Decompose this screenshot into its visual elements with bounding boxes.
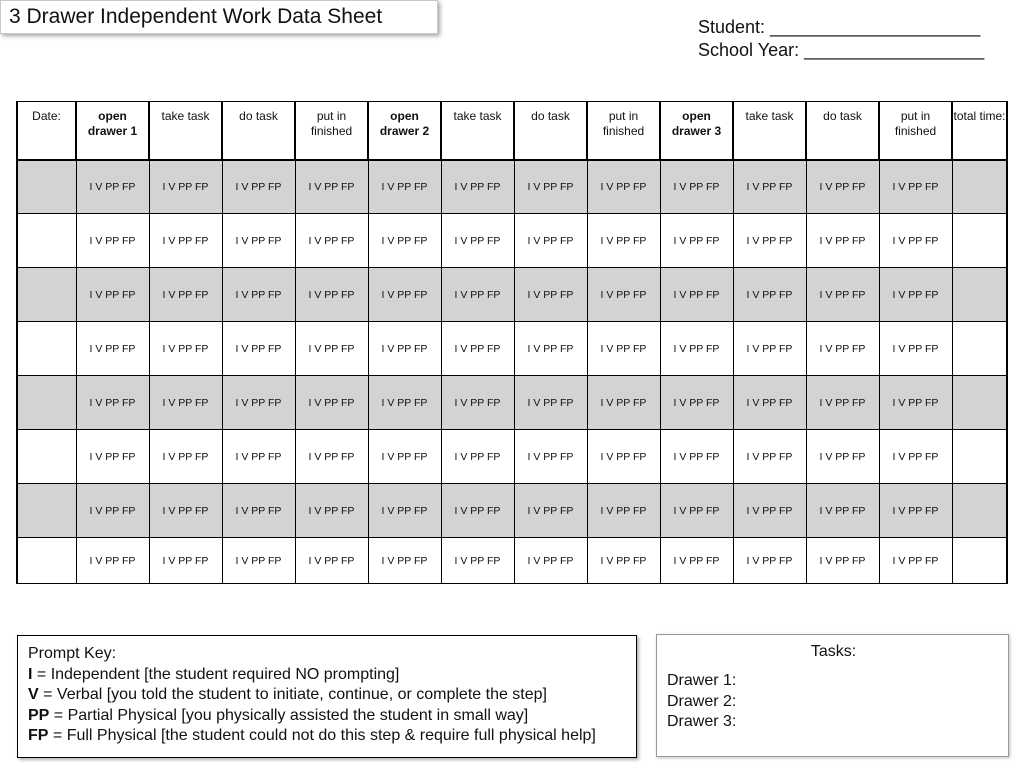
prompt-level-cell[interactable]: I V PP FP (806, 484, 879, 538)
prompt-level-cell[interactable]: I V PP FP (660, 160, 733, 214)
date-cell[interactable] (17, 268, 76, 322)
table-row (17, 430, 1007, 484)
total-time-cell[interactable] (952, 214, 1007, 268)
prompt-description: = Full Physical [the student could not do this step & require full physical help] (48, 727, 596, 744)
prompt-level-cell[interactable]: I V PP FP (879, 160, 952, 214)
column-header: do task (222, 102, 295, 160)
prompt-level-cell[interactable]: I V PP FP (295, 376, 368, 430)
column-header: total time: (952, 102, 1007, 160)
prompt-level-cell[interactable]: I V PP FP (222, 268, 295, 322)
task-drawer-label: Drawer 1: (667, 672, 737, 689)
prompt-level-cell[interactable]: I V PP FP (587, 430, 660, 484)
total-time-cell[interactable] (952, 430, 1007, 484)
prompt-level-cell[interactable]: I V PP FP (368, 538, 441, 584)
prompt-key-item (28, 665, 636, 686)
prompt-level-cell[interactable]: I V PP FP (222, 484, 295, 538)
date-cell[interactable] (17, 484, 76, 538)
prompt-level-cell[interactable]: I V PP FP (76, 160, 149, 214)
prompt-level-cell[interactable]: I V PP FP (76, 376, 149, 430)
page-title: 3 Drawer Independent Work Data Sheet (9, 5, 383, 28)
prompt-level-cell[interactable]: I V PP FP (149, 322, 222, 376)
prompt-level-cell[interactable]: I V PP FP (295, 160, 368, 214)
prompt-level-cell[interactable]: I V PP FP (441, 268, 514, 322)
prompt-level-cell[interactable]: I V PP FP (806, 376, 879, 430)
date-cell[interactable] (17, 160, 76, 214)
tasks-title: Tasks: (810, 643, 857, 660)
prompt-level-cell[interactable]: I V PP FP (222, 430, 295, 484)
prompt-description: = Independent [the student required NO prompting] (32, 665, 400, 683)
prompt-level-cell[interactable]: I V PP FP (733, 160, 806, 214)
prompt-key-item (28, 685, 636, 706)
prompt-level-cell[interactable]: I V PP FP (806, 268, 879, 322)
prompt-level-cell[interactable]: I V PP FP (587, 538, 660, 584)
total-time-cell[interactable] (952, 322, 1007, 376)
prompt-level-cell[interactable]: I V PP FP (733, 214, 806, 268)
prompt-level-cell[interactable]: I V PP FP (733, 484, 806, 538)
prompt-level-cell[interactable]: I V PP FP (514, 268, 587, 322)
date-cell[interactable] (17, 214, 76, 268)
prompt-level-cell[interactable]: I V PP FP (368, 376, 441, 430)
prompt-level-cell[interactable]: I V PP FP (149, 430, 222, 484)
column-header: put in finished (295, 102, 368, 160)
prompt-level-cell[interactable]: I V PP FP (222, 322, 295, 376)
prompt-description: = Verbal [you told the student to initiate, continue, or complete the step] (38, 686, 547, 703)
prompt-level-cell[interactable]: I V PP FP (806, 160, 879, 214)
prompt-level-cell[interactable]: I V PP FP (441, 376, 514, 430)
prompt-level-cell[interactable]: I V PP FP (879, 214, 952, 268)
column-header: open drawer 3 (660, 102, 733, 160)
prompt-level-cell[interactable]: I V PP FP (149, 214, 222, 268)
prompt-level-cell[interactable]: I V PP FP (587, 160, 660, 214)
prompt-level-cell[interactable]: I V PP FP (149, 538, 222, 584)
date-cell[interactable] (17, 430, 76, 484)
date-cell[interactable] (17, 538, 76, 584)
prompt-level-cell[interactable]: I V PP FP (587, 322, 660, 376)
table-row (17, 160, 1007, 214)
prompt-level-cell[interactable]: I V PP FP (660, 268, 733, 322)
table-row (17, 322, 1007, 376)
prompt-level-cell[interactable]: I V PP FP (660, 376, 733, 430)
column-header: do task (514, 102, 587, 160)
prompt-level-cell[interactable]: I V PP FP (514, 484, 587, 538)
column-header: put in finished (879, 102, 952, 160)
prompt-description: = Partial Physical [you physically assisted the student in small way] (49, 706, 529, 724)
prompt-level-cell[interactable]: I V PP FP (295, 322, 368, 376)
prompt-code: V (28, 686, 39, 703)
prompt-level-cell[interactable]: I V PP FP (222, 214, 295, 268)
prompt-key-title: Prompt Key: (28, 645, 117, 662)
prompt-code: PP (28, 706, 50, 724)
prompt-code: I (28, 665, 33, 683)
prompt-level-cell[interactable]: I V PP FP (660, 538, 733, 584)
prompt-level-cell[interactable]: I V PP FP (295, 484, 368, 538)
prompt-level-cell[interactable]: I V PP FP (660, 214, 733, 268)
prompt-level-cell[interactable]: I V PP FP (660, 430, 733, 484)
total-time-cell[interactable] (952, 160, 1007, 214)
student-info (698, 16, 984, 62)
data-table (16, 101, 1008, 584)
table-row (17, 484, 1007, 538)
prompt-key-item (28, 706, 636, 727)
prompt-level-cell[interactable]: I V PP FP (222, 160, 295, 214)
prompt-level-cell[interactable]: I V PP FP (806, 538, 879, 584)
prompt-level-cell[interactable]: I V PP FP (514, 160, 587, 214)
column-header: put in finished (587, 102, 660, 160)
title-box (0, 0, 438, 34)
prompt-level-cell[interactable]: I V PP FP (514, 538, 587, 584)
prompt-level-cell[interactable]: I V PP FP (806, 214, 879, 268)
prompt-level-cell[interactable]: I V PP FP (514, 430, 587, 484)
prompt-level-cell[interactable]: I V PP FP (368, 268, 441, 322)
prompt-level-cell[interactable]: I V PP FP (733, 538, 806, 584)
task-drawer-label: Drawer 3: (667, 713, 737, 730)
prompt-level-cell[interactable]: I V PP FP (879, 484, 952, 538)
prompt-level-cell[interactable]: I V PP FP (368, 160, 441, 214)
prompt-level-cell[interactable]: I V PP FP (76, 538, 149, 584)
prompt-level-cell[interactable]: I V PP FP (441, 214, 514, 268)
column-header: take task (149, 102, 222, 160)
table-row (17, 538, 1007, 584)
column-header: open drawer 2 (368, 102, 441, 160)
prompt-level-cell[interactable]: I V PP FP (441, 160, 514, 214)
prompt-level-cell[interactable]: I V PP FP (295, 268, 368, 322)
prompt-level-cell[interactable]: I V PP FP (441, 430, 514, 484)
prompt-level-cell[interactable]: I V PP FP (441, 322, 514, 376)
prompt-level-cell[interactable]: I V PP FP (733, 430, 806, 484)
prompt-level-cell[interactable]: I V PP FP (806, 322, 879, 376)
date-cell[interactable] (17, 322, 76, 376)
prompt-level-cell[interactable]: I V PP FP (514, 322, 587, 376)
prompt-level-cell[interactable]: I V PP FP (149, 160, 222, 214)
prompt-level-cell[interactable]: I V PP FP (733, 268, 806, 322)
prompt-key-item (28, 726, 636, 747)
prompt-level-cell[interactable]: I V PP FP (514, 214, 587, 268)
prompt-level-cell[interactable]: I V PP FP (368, 430, 441, 484)
table-header-row (17, 102, 1007, 160)
student-field[interactable]: Student: _____________________ (698, 17, 981, 37)
prompt-level-cell[interactable]: I V PP FP (76, 268, 149, 322)
prompt-level-cell[interactable]: I V PP FP (879, 538, 952, 584)
prompt-level-cell[interactable]: I V PP FP (76, 484, 149, 538)
prompt-level-cell[interactable]: I V PP FP (660, 484, 733, 538)
school-year-field[interactable]: School Year: __________________ (698, 40, 985, 60)
prompt-level-cell[interactable]: I V PP FP (587, 214, 660, 268)
prompt-level-cell[interactable]: I V PP FP (295, 430, 368, 484)
prompt-level-cell[interactable]: I V PP FP (222, 538, 295, 584)
total-time-cell[interactable] (952, 538, 1007, 584)
table-row (17, 268, 1007, 322)
prompt-level-cell[interactable]: I V PP FP (660, 322, 733, 376)
date-cell[interactable] (17, 376, 76, 430)
prompt-level-cell[interactable]: I V PP FP (441, 484, 514, 538)
task-drawer-label: Drawer 2: (667, 692, 737, 710)
prompt-level-cell[interactable]: I V PP FP (295, 538, 368, 584)
prompt-level-cell[interactable]: I V PP FP (76, 214, 149, 268)
column-header: open drawer 1 (76, 102, 149, 160)
tasks-box (656, 634, 1009, 757)
prompt-key (17, 635, 637, 758)
prompt-level-cell[interactable]: I V PP FP (149, 484, 222, 538)
prompt-level-cell[interactable]: I V PP FP (514, 376, 587, 430)
table-row (17, 214, 1007, 268)
column-header: do task (806, 102, 879, 160)
prompt-level-cell[interactable]: I V PP FP (76, 430, 149, 484)
prompt-level-cell[interactable]: I V PP FP (733, 376, 806, 430)
prompt-level-cell[interactable]: I V PP FP (879, 322, 952, 376)
prompt-level-cell[interactable]: I V PP FP (295, 214, 368, 268)
prompt-level-cell[interactable]: I V PP FP (76, 322, 149, 376)
prompt-level-cell[interactable]: I V PP FP (806, 430, 879, 484)
prompt-level-cell[interactable]: I V PP FP (149, 268, 222, 322)
prompt-level-cell[interactable]: I V PP FP (368, 484, 441, 538)
prompt-level-cell[interactable]: I V PP FP (587, 376, 660, 430)
prompt-level-cell[interactable]: I V PP FP (368, 214, 441, 268)
column-header: take task (733, 102, 806, 160)
prompt-level-cell[interactable]: I V PP FP (879, 430, 952, 484)
prompt-code: FP (28, 727, 49, 744)
total-time-cell[interactable] (952, 268, 1007, 322)
total-time-cell[interactable] (952, 376, 1007, 430)
prompt-level-cell[interactable]: I V PP FP (149, 376, 222, 430)
table-row (17, 376, 1007, 430)
prompt-level-cell[interactable]: I V PP FP (879, 268, 952, 322)
prompt-level-cell[interactable]: I V PP FP (733, 322, 806, 376)
prompt-level-cell[interactable]: I V PP FP (441, 538, 514, 584)
prompt-level-cell[interactable]: I V PP FP (879, 376, 952, 430)
prompt-level-cell[interactable]: I V PP FP (368, 322, 441, 376)
total-time-cell[interactable] (952, 484, 1007, 538)
prompt-level-cell[interactable]: I V PP FP (587, 484, 660, 538)
prompt-level-cell[interactable]: I V PP FP (222, 376, 295, 430)
prompt-level-cell[interactable]: I V PP FP (587, 268, 660, 322)
column-header: Date: (17, 102, 76, 160)
column-header: take task (441, 102, 514, 160)
